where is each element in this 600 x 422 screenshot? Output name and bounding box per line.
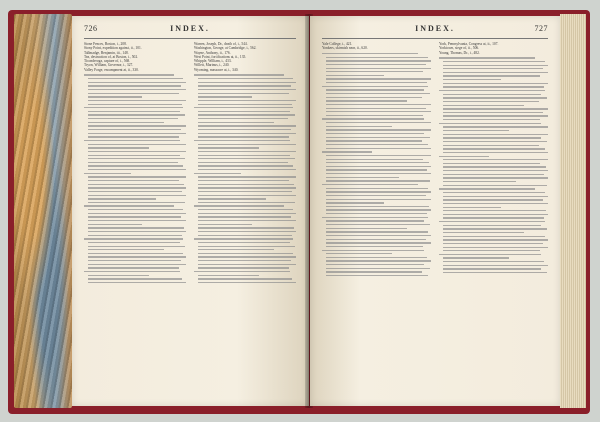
text-line — [88, 144, 186, 145]
text-line — [88, 260, 181, 261]
text-line — [198, 282, 296, 283]
text-line — [198, 147, 259, 148]
text-line — [326, 115, 423, 116]
text-line — [326, 268, 430, 269]
text-line — [88, 278, 182, 279]
text-line — [443, 94, 541, 95]
text-line — [198, 224, 252, 225]
text-line — [443, 272, 547, 273]
text-line — [88, 89, 186, 90]
text-line — [88, 85, 181, 86]
text-line — [443, 61, 544, 62]
text-line — [326, 122, 431, 123]
text-line — [194, 107, 293, 108]
text-line — [198, 78, 293, 79]
page-edges-right — [560, 14, 586, 408]
text-line — [443, 181, 516, 182]
text-line — [88, 213, 186, 214]
index-column-left-1 — [84, 42, 186, 396]
text-line — [88, 235, 182, 236]
text-line — [326, 199, 431, 200]
text-line — [326, 213, 426, 214]
text-line — [326, 253, 391, 254]
text-line — [198, 89, 296, 90]
text-line — [443, 265, 548, 266]
text-line — [443, 236, 544, 237]
text-line — [88, 96, 142, 97]
index-entry: York, Pennsylvania, Congress at, ii., 107. — [439, 42, 499, 46]
text-line — [198, 198, 266, 199]
text-line — [443, 268, 541, 269]
text-line — [198, 278, 292, 279]
text-line — [443, 105, 524, 106]
text-line — [443, 130, 508, 131]
text-line — [198, 129, 291, 130]
text-line — [84, 140, 180, 141]
text-line — [88, 267, 179, 268]
text-line — [88, 224, 142, 225]
text-line — [198, 155, 290, 156]
text-line — [439, 90, 545, 91]
text-line — [326, 111, 431, 112]
text-line — [198, 242, 290, 243]
text-line — [443, 112, 542, 113]
text-line — [326, 260, 431, 261]
index-entry: Stone Fences, Boston, i., 208. — [84, 42, 127, 46]
text-line — [88, 275, 149, 276]
text-line — [439, 123, 541, 124]
index-column-left-2 — [194, 42, 296, 396]
text-line — [88, 129, 181, 130]
text-line — [84, 107, 183, 108]
text-line — [194, 74, 284, 75]
index-entry: Yale College, i., 421. — [322, 42, 353, 46]
running-head-right — [322, 24, 548, 36]
text-line — [326, 155, 431, 156]
text-line — [88, 122, 163, 123]
text-line — [326, 57, 427, 58]
text-line — [443, 137, 541, 138]
text-line — [88, 191, 182, 192]
text-line — [198, 111, 290, 112]
text-line — [326, 220, 424, 221]
text-line — [326, 75, 384, 76]
text-line — [326, 89, 424, 90]
text-line — [88, 125, 186, 126]
running-head-left — [84, 24, 296, 36]
index-entry: Tallmadge, Benjamin, iii., 148. — [84, 50, 129, 55]
text-line — [443, 228, 547, 229]
text-line — [322, 217, 428, 218]
text-line — [198, 191, 292, 192]
index-entry: Stony Point, expedition against, ii., 101. — [84, 46, 142, 51]
text-line — [88, 195, 186, 196]
text-line — [88, 114, 185, 115]
text-line — [198, 176, 296, 177]
text-line — [84, 271, 180, 272]
text-line — [194, 173, 241, 174]
text-line — [443, 250, 540, 251]
text-line — [198, 114, 295, 115]
text-line — [88, 256, 186, 257]
text-line — [88, 187, 186, 188]
text-line — [322, 53, 418, 54]
index-entry: Washington, George, at Cambridge, i., 562. — [194, 46, 257, 51]
index-entry: Tea, destruction of, at Boston, i., 502. — [84, 54, 139, 59]
text-line — [326, 104, 431, 105]
text-line — [326, 133, 424, 134]
text-line — [198, 216, 291, 217]
index-entry: Yorktown, siege of, ii., 506. — [439, 46, 480, 51]
text-line — [198, 144, 296, 145]
text-line — [198, 184, 294, 185]
text-line — [443, 225, 541, 226]
text-line — [88, 249, 163, 250]
text-line — [326, 169, 426, 170]
text-line — [443, 170, 548, 171]
text-line — [198, 85, 291, 86]
text-line — [84, 205, 174, 206]
index-entry: West Point, fortifications at, ii., 135. — [194, 54, 247, 59]
text-line — [198, 158, 295, 159]
text-line — [198, 227, 294, 228]
text-line — [443, 75, 540, 76]
text-line — [88, 136, 179, 137]
text-line — [84, 74, 174, 75]
text-line — [326, 239, 425, 240]
text-line — [88, 202, 185, 203]
text-line — [198, 260, 291, 261]
text-line — [198, 125, 296, 126]
text-line — [326, 108, 425, 109]
text-line — [198, 220, 296, 221]
text-line — [326, 231, 427, 232]
index-column-right-1 — [322, 42, 431, 396]
text-line — [88, 151, 186, 152]
page-number-left: 726 — [84, 24, 98, 33]
text-line — [198, 162, 288, 163]
text-line — [443, 108, 548, 109]
column-text-fill — [322, 53, 431, 276]
text-line — [443, 159, 548, 160]
text-line — [88, 242, 180, 243]
text-line — [326, 246, 423, 247]
left-page — [72, 16, 309, 406]
text-line — [443, 203, 548, 204]
text-line — [194, 238, 293, 239]
text-line — [322, 250, 424, 251]
text-line — [443, 65, 548, 66]
index-entry: Young, Thomas, Dr., i., 482. — [439, 50, 480, 55]
text-line — [322, 184, 418, 185]
running-title-left: INDEX. — [170, 24, 210, 33]
index-entry: Ticonderoga, capture of, i., 568. — [84, 59, 131, 64]
text-line — [198, 249, 273, 250]
text-line — [198, 246, 295, 247]
text-line — [443, 196, 548, 197]
text-line — [198, 231, 296, 232]
text-line — [443, 119, 540, 120]
text-line — [88, 155, 180, 156]
text-line — [443, 68, 542, 69]
text-line — [443, 243, 542, 244]
column-text-fill — [84, 74, 186, 283]
text-line — [326, 129, 431, 130]
text-line — [198, 180, 289, 181]
index-entry: Valley Forge, encampment at, ii., 330. — [84, 67, 139, 72]
text-line — [443, 199, 542, 200]
text-line — [443, 72, 548, 73]
text-line — [443, 86, 543, 87]
text-line — [322, 86, 428, 87]
text-line — [198, 82, 296, 83]
text-line — [326, 64, 425, 65]
text-line — [326, 140, 422, 141]
index-columns-left — [84, 42, 296, 396]
text-line — [194, 271, 290, 272]
text-line — [443, 134, 548, 135]
text-line — [326, 275, 427, 276]
text-line — [443, 115, 548, 116]
index-entry: Tryon, William, Governor, i., 327. — [84, 63, 134, 68]
text-line — [88, 180, 179, 181]
text-line — [198, 253, 293, 254]
text-line — [326, 177, 399, 178]
text-line — [198, 195, 296, 196]
text-line — [326, 159, 423, 160]
text-line — [326, 257, 426, 258]
text-line — [326, 173, 431, 174]
text-line — [326, 188, 427, 189]
index-entry: Yonkers, skirmish near, ii., 620. — [322, 46, 368, 51]
text-line — [88, 147, 149, 148]
text-line — [443, 83, 548, 84]
index-entry: Willett, Marinus, i., 240. — [194, 63, 230, 68]
text-line — [198, 275, 259, 276]
text-line — [439, 156, 489, 157]
text-line — [326, 209, 431, 210]
text-line — [326, 235, 431, 236]
text-line — [443, 192, 544, 193]
text-line — [443, 185, 547, 186]
text-line — [443, 174, 543, 175]
text-line — [326, 180, 430, 181]
text-line — [443, 217, 543, 218]
text-line — [443, 79, 501, 80]
text-line — [443, 152, 548, 153]
text-line — [194, 140, 290, 141]
text-line — [198, 235, 292, 236]
text-line — [198, 209, 293, 210]
text-line — [88, 100, 186, 101]
text-line — [326, 137, 430, 138]
text-line — [439, 57, 535, 58]
text-line — [88, 82, 186, 83]
text-line — [443, 207, 501, 208]
text-line — [88, 216, 181, 217]
text-line — [326, 144, 427, 145]
text-line — [326, 60, 431, 61]
text-line — [443, 163, 540, 164]
column-text-fill — [194, 74, 296, 283]
text-line — [88, 162, 178, 163]
index-entry: Wayne, Anthony, ii., 176. — [194, 50, 231, 55]
text-line — [198, 165, 293, 166]
text-line — [326, 148, 431, 149]
text-line — [88, 104, 182, 105]
text-line — [439, 221, 545, 222]
text-line — [198, 169, 296, 170]
text-line — [198, 256, 296, 257]
text-line — [326, 126, 391, 127]
text-line — [198, 213, 296, 214]
text-line — [326, 242, 431, 243]
text-line — [198, 187, 296, 188]
text-line — [326, 224, 430, 225]
text-line — [443, 148, 544, 149]
text-line — [443, 214, 548, 215]
text-line — [439, 254, 541, 255]
text-line — [88, 165, 183, 166]
text-line — [198, 96, 252, 97]
text-line — [88, 169, 186, 170]
text-line — [88, 118, 178, 119]
text-line — [326, 71, 423, 72]
text-line — [326, 264, 424, 265]
text-line — [443, 232, 524, 233]
index-column-right-2 — [439, 42, 548, 396]
text-line — [326, 82, 426, 83]
text-line — [326, 97, 422, 98]
text-line — [326, 206, 428, 207]
text-line — [88, 264, 186, 265]
text-line — [443, 97, 547, 98]
text-line — [443, 145, 539, 146]
index-columns-right — [322, 42, 548, 396]
text-line — [198, 104, 292, 105]
text-line — [443, 261, 543, 262]
index-entry: Warren, Joseph, Dr., death of, i., 544. — [194, 42, 248, 46]
text-line — [88, 227, 184, 228]
text-line — [88, 111, 180, 112]
page-number-right: 727 — [534, 24, 548, 33]
text-line — [198, 151, 296, 152]
text-line — [88, 231, 186, 232]
text-line — [326, 100, 407, 101]
text-line — [88, 282, 186, 283]
text-line — [326, 93, 430, 94]
text-line — [198, 122, 273, 123]
text-line — [88, 158, 185, 159]
text-line — [443, 126, 548, 127]
text-line — [88, 220, 186, 221]
text-line — [88, 209, 183, 210]
text-line — [443, 239, 548, 240]
text-line — [443, 166, 545, 167]
text-line — [326, 228, 407, 229]
text-line — [88, 78, 183, 79]
text-line — [439, 188, 535, 189]
running-title-right: INDEX. — [415, 24, 455, 33]
text-line — [88, 176, 186, 177]
text-line — [88, 198, 156, 199]
text-line — [198, 93, 289, 94]
text-line — [88, 246, 185, 247]
text-line — [326, 68, 431, 69]
text-line — [326, 166, 431, 167]
text-line — [198, 133, 296, 134]
text-line — [198, 202, 295, 203]
text-line — [198, 267, 289, 268]
text-line — [326, 271, 422, 272]
text-line — [443, 101, 539, 102]
text-line — [198, 118, 288, 119]
right-page — [310, 16, 560, 406]
text-line — [198, 264, 296, 265]
marbled-page-edge — [14, 14, 72, 408]
text-line — [443, 247, 548, 248]
index-entry: Whipple, William, i., 433. — [194, 59, 232, 64]
text-line — [84, 238, 183, 239]
text-line — [443, 257, 508, 258]
column-text-fill — [439, 57, 548, 273]
text-line — [326, 78, 431, 79]
text-line — [322, 151, 372, 152]
text-line — [194, 205, 284, 206]
text-line — [198, 100, 296, 101]
header-rule-left — [84, 38, 296, 39]
text-line — [84, 173, 131, 174]
index-entry: Wyoming, massacre at, i., 340. — [194, 67, 239, 72]
text-line — [326, 195, 425, 196]
text-line — [326, 162, 428, 163]
text-line — [88, 93, 179, 94]
text-line — [326, 191, 431, 192]
text-line — [443, 141, 547, 142]
text-line — [326, 202, 384, 203]
text-line — [88, 184, 184, 185]
header-rule-right — [322, 38, 548, 39]
text-line — [198, 136, 289, 137]
text-line — [443, 177, 548, 178]
text-line — [88, 253, 183, 254]
text-line — [88, 133, 186, 134]
text-line — [443, 210, 545, 211]
text-line — [322, 118, 424, 119]
